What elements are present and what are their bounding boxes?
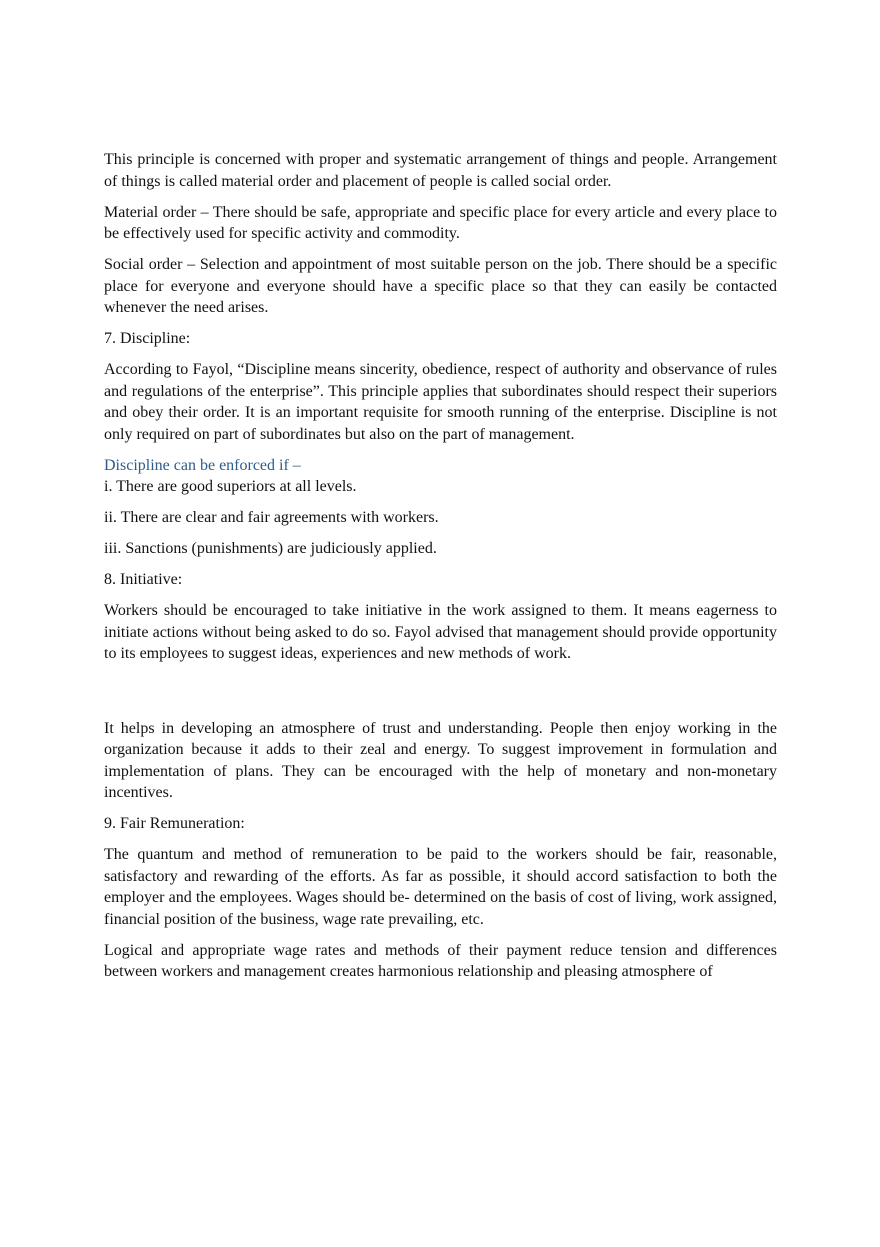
material-order-paragraph: Material order – There should be safe, appropriate and specific place for every article and every place to be effectively used for specific activity and commodity. (104, 203, 777, 242)
initiative-paragraph-1: Workers should be encouraged to take initiative in the work assigned to them. It means eagerness to initiate actions without being asked to do so. Fayol advised that management should provide opportunity to its employees to suggest ideas, experiences and new methods of work. (104, 602, 777, 662)
order-intro-paragraph: This principle is concerned with proper and systematic arrangement of things and people. Arrangement of things is called material order and placement of people is called social order. (104, 151, 777, 190)
remuneration-paragraph-1: The quantum and method of remuneration to be paid to the workers should be fair, reasonable, satisfactory and rewarding of the efforts. As far as possible, it should accord satisfaction to both the employer and the employees. Wages should be- determined on the basis of cost of living, work assigned, financial position of the business, wage rate prevailing, etc. (104, 846, 777, 928)
discipline-list-item-1: i. There are good superiors at all levels. (104, 478, 357, 495)
discipline-list-item-2: ii. There are clear and fair agreements with workers. (104, 509, 439, 526)
discipline-heading: 7. Discipline: (104, 330, 191, 347)
discipline-paragraph: According to Fayol, “Discipline means sincerity, obedience, respect of authority and observance of rules and regulations of the enterprise”. This principle applies that subordinates should respect their superiors and obey their order. It is an important requisite for smooth running of the enterprise. Discipline is not only required on part of subordinates but also on the part of management. (104, 361, 777, 443)
discipline-list-item-3: iii. Sanctions (punishments) are judiciously applied. (104, 540, 437, 557)
document-page (104, 149, 777, 992)
initiative-paragraph-2: It helps in developing an atmosphere of trust and understanding. People then enjoy working in the organization because it adds to their zeal and energy. To suggest improvement in formulation and implementation of plans. They can be encouraged with the help of monetary and non-monetary incentives. (104, 719, 777, 801)
initiative-heading: 8. Initiative: (104, 571, 183, 588)
social-order-paragraph: Social order – Selection and appointment of most suitable person on the job. There should be a specific place for everyone and everyone should have a specific place so that they can easily be contacted whenever the need arises. (104, 256, 777, 316)
remuneration-heading: 9. Fair Remuneration: (104, 815, 245, 832)
discipline-enforced-subheading: Discipline can be enforced if – (104, 456, 301, 474)
remuneration-paragraph-2: Logical and appropriate wage rates and methods of their payment reduce tension and differences between workers and management creates harmonious relationship and pleasing atmosphere of (104, 941, 777, 980)
